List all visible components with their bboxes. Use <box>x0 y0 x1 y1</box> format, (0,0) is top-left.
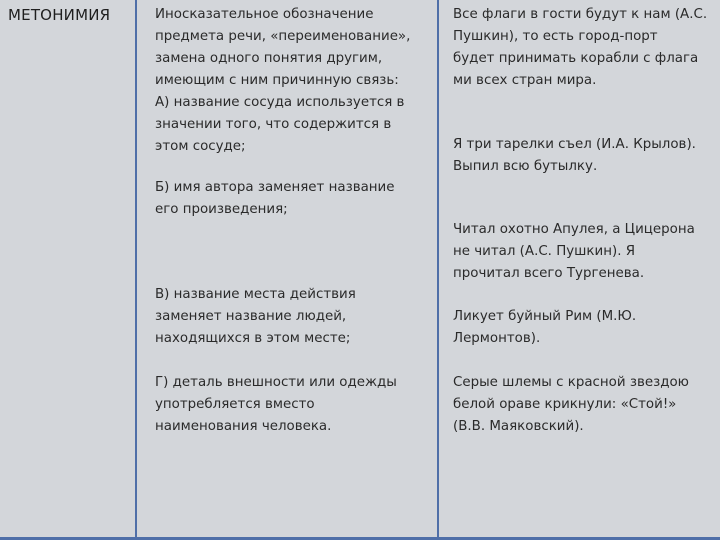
example-plates: Я три тарелки съел (И.А. Крылов). Выпил всю бутылку. <box>453 137 696 174</box>
example-rome: Ликует буйный Рим (М.Ю. Лермонтов). <box>453 309 637 346</box>
example-apuleius: Читал охотно Апулея, а Цицерона не читал (А.С. Пушкин). Я прочитал всего Тургенева. <box>453 222 695 281</box>
type-v-text: В) название места действия заменяет название людей, находящихся в этом месте; <box>155 287 356 346</box>
definition-cell <box>137 0 437 537</box>
type-g-text: Г) деталь внешности или одежды употребляется вместо наименования человека. <box>155 375 397 434</box>
term-title: МЕТОНИМИЯ <box>8 6 111 24</box>
examples-cell <box>439 0 720 537</box>
example-helmets: Серые шлемы с красной звездою белой ораве крикнули: «Стой!» (В.В. Маяковский). <box>453 375 689 434</box>
definition-text: Иносказательное обозначение предмета речи, «переименование», замена одного понятия другим, имеющим с ним причинную связь: А) название сосуда используется в значении того, что содержится в этом сосуде; <box>155 7 411 154</box>
type-b-text: Б) имя автора заменяет название его произведения; <box>155 180 395 217</box>
example-flags: Все флаги в гости будут к нам (А.С. Пушкин), то есть город-порт будет принимать корабли с флага ми всех стран мира. <box>453 7 708 88</box>
term-cell <box>0 0 135 537</box>
